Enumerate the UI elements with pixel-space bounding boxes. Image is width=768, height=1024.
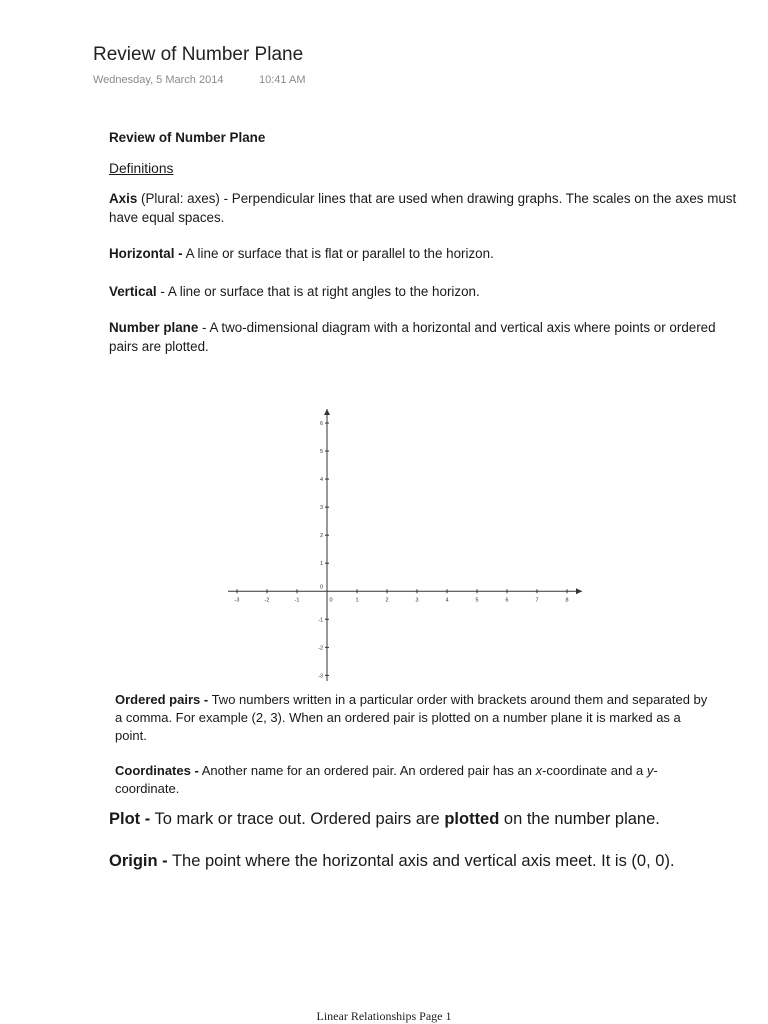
definition-number-plane-text: - A two-dimensional diagram with a horizontal and vertical axis where points or ordered pairs are plotted. <box>109 320 716 354</box>
x-tick-label: 1 <box>355 597 359 604</box>
y-variable: y <box>646 763 654 778</box>
definition-axis-text: (Plural: axes) - Perpendicular lines that are used when drawing graphs. The scales on the axes must have equal spaces. <box>109 191 737 225</box>
y-tick-label: 4 <box>319 477 323 484</box>
y-tick-label: -3 <box>318 673 323 680</box>
definition-axis <box>109 189 739 227</box>
definitions-heading: Definitions <box>109 161 174 176</box>
definition-origin-text: The point where the horizontal axis and vertical axis meet. It is (0, 0). <box>167 852 675 870</box>
note-time: 10:41 AM <box>259 74 306 86</box>
doc-heading: Review of Number Plane <box>109 130 266 145</box>
x-tick-label: 6 <box>505 597 509 604</box>
term-number-plane: Number plane <box>109 320 199 335</box>
x-axis-arrow <box>576 588 582 594</box>
term-ordered-pairs: Ordered pairs - <box>115 692 209 707</box>
term-vertical: Vertical <box>109 284 157 299</box>
definition-coordinates-text-2: -coordinate and a <box>542 763 647 778</box>
note-title: Review of Number Plane <box>93 44 304 65</box>
x-tick-label: -1 <box>294 597 300 604</box>
y-tick-label: 6 <box>319 421 323 428</box>
definition-plot-text-1: To mark or trace out. Ordered pairs are <box>150 810 445 828</box>
definition-plot <box>109 808 749 830</box>
number-plane-figure <box>220 405 590 685</box>
plotted-emphasis: plotted <box>444 810 500 828</box>
term-origin: Origin - <box>109 852 168 870</box>
y-tick-label: -2 <box>318 645 323 652</box>
term-horizontal: Horizontal - <box>109 246 183 261</box>
number-plane-svg <box>220 405 590 685</box>
y-tick-label: 3 <box>319 505 323 512</box>
x-tick-label: -2 <box>264 597 270 604</box>
x-tick-label: 5 <box>475 597 479 604</box>
y-tick-label: -1 <box>318 617 323 624</box>
x-tick-label: 0 <box>329 597 333 604</box>
x-tick-label: -3 <box>234 597 240 604</box>
y-tick-label: 2 <box>319 533 323 540</box>
definition-ordered-pairs-text: Two numbers written in a particular order with brackets around them and separated by a comma. For example (2, 3). When an ordered pair is plotted on a number plane it is marked as a point. <box>115 692 708 743</box>
y-axis-arrow <box>324 409 330 415</box>
definition-ordered-pairs <box>115 691 715 745</box>
definition-coordinates <box>115 762 715 798</box>
definition-plot-text-2: on the number plane. <box>499 810 660 828</box>
y-tick-label: 0 <box>319 584 323 591</box>
definition-coordinates-text-1: Another name for an ordered pair. An ordered pair has an <box>198 763 536 778</box>
term-axis: Axis <box>109 191 138 206</box>
definition-vertical-text: - A line or surface that is at right angles to the horizon. <box>156 284 480 299</box>
definition-horizontal <box>109 244 739 263</box>
definition-origin <box>109 850 749 872</box>
term-plot: Plot - <box>109 810 151 828</box>
note-date: Wednesday, 5 March 2014 <box>93 74 224 86</box>
x-tick-label: 7 <box>535 597 539 604</box>
page-footer: Linear Relationships Page 1 <box>316 1009 452 1023</box>
definition-coordinates-text-3: -coordinate. <box>115 763 658 796</box>
x-tick-label: 2 <box>385 597 389 604</box>
y-tick-label: 5 <box>319 449 323 456</box>
definition-number-plane <box>109 318 739 356</box>
x-variable: x <box>535 763 543 778</box>
x-tick-label: 4 <box>445 597 449 604</box>
x-tick-label: 3 <box>415 597 419 604</box>
term-coordinates: Coordinates - <box>115 763 199 778</box>
y-tick-label: 1 <box>319 561 323 568</box>
definition-vertical <box>109 282 739 301</box>
definition-horizontal-text: A line or surface that is flat or parallel to the horizon. <box>182 246 494 261</box>
x-tick-label: 8 <box>565 597 569 604</box>
